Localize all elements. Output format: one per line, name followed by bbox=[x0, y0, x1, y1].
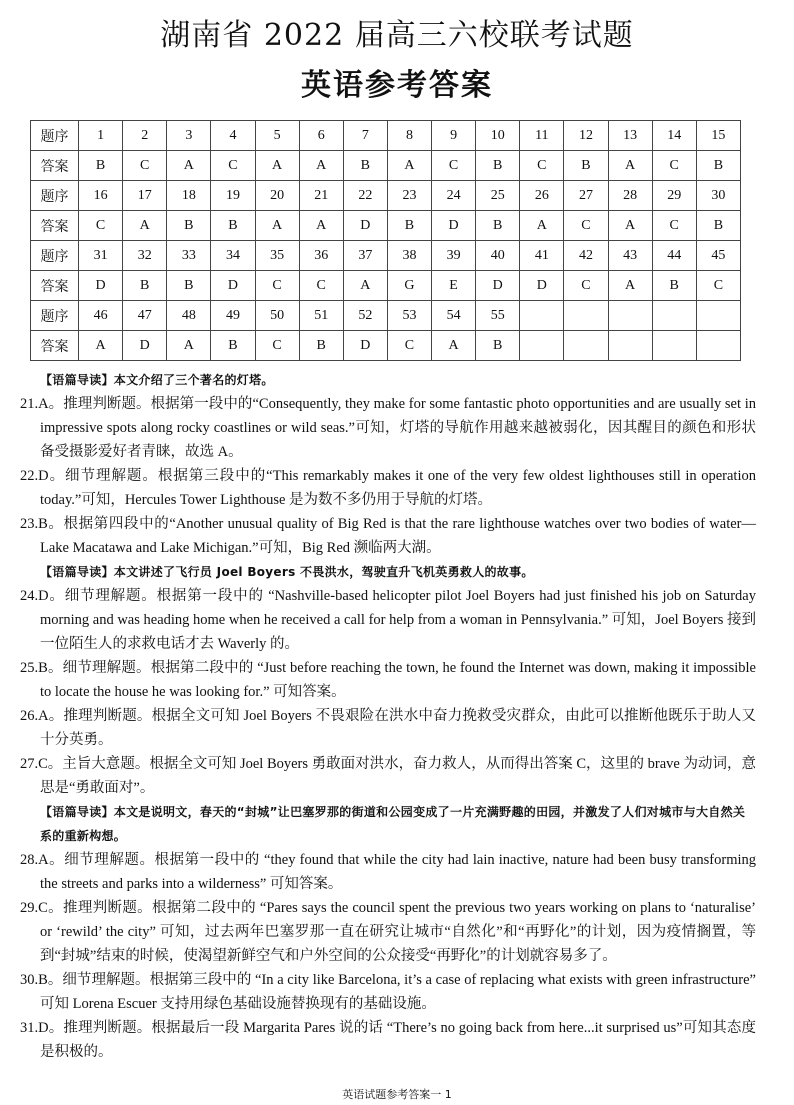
question-number-cell: 25 bbox=[476, 181, 520, 211]
answer-explanation bbox=[20, 896, 756, 968]
answer-cell: C bbox=[432, 151, 476, 181]
question-number-cell: 51 bbox=[299, 301, 343, 331]
question-number-cell: 18 bbox=[167, 181, 211, 211]
answer-explanation bbox=[20, 392, 756, 464]
answer-cell: C bbox=[211, 151, 255, 181]
explanation-text: 30.B。细节理解题。根据第三段中的 “In a city like Barcelona, it’s a case of replacing what exists with green infrastructure” 可知 Lorena Escuer 支持用绿色基础设施替换现有的基础设施。 bbox=[20, 972, 756, 1012]
answer-cell: C bbox=[255, 271, 299, 301]
question-number-cell: 42 bbox=[564, 241, 608, 271]
answer-cell: B bbox=[476, 151, 520, 181]
question-number-cell: 44 bbox=[652, 241, 696, 271]
question-number-cell: 2 bbox=[123, 121, 167, 151]
explanations-section bbox=[20, 368, 756, 1064]
question-number-cell: 17 bbox=[123, 181, 167, 211]
question-number-cell: 4 bbox=[211, 121, 255, 151]
question-number-cell: 24 bbox=[432, 181, 476, 211]
answer-cell: D bbox=[343, 331, 387, 361]
question-number-cell: 34 bbox=[211, 241, 255, 271]
answer-cell: A bbox=[167, 331, 211, 361]
answer-explanation bbox=[20, 656, 756, 704]
question-number-cell: 27 bbox=[564, 181, 608, 211]
question-label-cell: 题序 bbox=[31, 121, 79, 151]
answer-label-cell: 答案 bbox=[31, 151, 79, 181]
passage-guide: 【语篇导读】本文讲述了飞行员 Joel Boyers 不畏洪水，驾驶直升飞机英勇救人的故事。 bbox=[40, 565, 534, 579]
question-number-cell: 45 bbox=[696, 241, 740, 271]
question-number-cell: 41 bbox=[520, 241, 564, 271]
answer-cell: C bbox=[564, 211, 608, 241]
explanation-text: 28.A。细节理解题。根据第一段中的 “they found that while the city had lain inactive, nature had been busy transforming the streets and parks into a wilderness” 可知答案。 bbox=[20, 852, 756, 892]
answer-cell: A bbox=[520, 211, 564, 241]
explanation-text: 22.D。细节理解题。根据第三段中的“This remarkably makes it one of the very few oldest lighthouses still in operation today.”可知，Hercules Tower Lighthouse 是为数不多仍用于导航的灯塔。 bbox=[20, 468, 756, 508]
explanation-text: 24.D。细节理解题。根据第一段中的 “Nashville-based helicopter pilot Joel Boyers had just finished his job on Saturday morning and was heading home when he received a call for help from a woman in Pennsylvania.” 可知，Joel Boyers 接到一位陌生人的求救电话才去 Waverly 的。 bbox=[20, 588, 756, 652]
question-number-cell: 13 bbox=[608, 121, 652, 151]
answer-cell: D bbox=[432, 211, 476, 241]
answer-explanation bbox=[20, 584, 756, 656]
answer-cell: A bbox=[299, 151, 343, 181]
answer-cell: A bbox=[123, 211, 167, 241]
answer-explanation bbox=[20, 752, 756, 800]
answer-label-cell: 答案 bbox=[31, 211, 79, 241]
explanation-text: 25.B。细节理解题。根据第二段中的 “Just before reaching the town, he found the Internet was down, making it impossible to locate the house he was looking for.” 可知答案。 bbox=[20, 660, 756, 700]
question-number-cell: 30 bbox=[696, 181, 740, 211]
explanation-text: 26.A。推理判断题。根据全文可知 Joel Boyers 不畏艰险在洪水中奋力挽救受灾群众，由此可以推断他既乐于助人又十分英勇。 bbox=[20, 708, 756, 748]
answer-cell: A bbox=[432, 331, 476, 361]
question-number-cell: 54 bbox=[432, 301, 476, 331]
answer-cell: C bbox=[123, 151, 167, 181]
answer-cell: B bbox=[343, 151, 387, 181]
question-number-cell: 35 bbox=[255, 241, 299, 271]
question-number-cell: 50 bbox=[255, 301, 299, 331]
question-number-cell: 26 bbox=[520, 181, 564, 211]
answer-cell: C bbox=[652, 211, 696, 241]
answer-cell: B bbox=[696, 211, 740, 241]
answer-cell: C bbox=[255, 331, 299, 361]
explanation-text: 29.C。推理判断题。根据第二段中的 “Pares says the council spent the previous two years working on plans to ‘naturalise’ or ‘rewild’ the city” 可知，过去两年巴塞罗那一直在研究让城市“自然化”和“再野化”的计划，因为疫情搁置，等到“封城”结束的时候，使渴望新鲜空气和户外空间的公众接受“再野化”的计划就容易多了。 bbox=[20, 900, 756, 964]
question-number-cell: 52 bbox=[343, 301, 387, 331]
answer-cell: A bbox=[167, 151, 211, 181]
question-number-cell: 22 bbox=[343, 181, 387, 211]
answer-cell: D bbox=[123, 331, 167, 361]
answer-row bbox=[31, 211, 741, 241]
question-number-cell bbox=[652, 301, 696, 331]
answer-explanation bbox=[20, 968, 756, 1016]
answer-cell: A bbox=[387, 151, 431, 181]
question-number-cell: 6 bbox=[299, 121, 343, 151]
answer-cell: B bbox=[476, 211, 520, 241]
answer-table bbox=[30, 120, 741, 361]
answer-cell: B bbox=[476, 331, 520, 361]
explanation-text: 31.D。推理判断题。根据最后一段 Margarita Pares 说的话 “There’s no going back from here...it surprised us”可知其态度是积极的。 bbox=[20, 1020, 756, 1060]
answer-cell bbox=[564, 331, 608, 361]
question-number-cell: 48 bbox=[167, 301, 211, 331]
question-number-cell: 36 bbox=[299, 241, 343, 271]
page-footer: 英语试题参考答案一 1 bbox=[342, 1088, 452, 1101]
question-number-cell: 32 bbox=[123, 241, 167, 271]
answer-cell bbox=[696, 331, 740, 361]
question-number-cell: 7 bbox=[343, 121, 387, 151]
answer-cell: C bbox=[564, 271, 608, 301]
answer-cell: D bbox=[476, 271, 520, 301]
question-number-cell: 47 bbox=[123, 301, 167, 331]
question-number-cell: 11 bbox=[520, 121, 564, 151]
question-number-cell: 14 bbox=[652, 121, 696, 151]
answer-cell: D bbox=[79, 271, 123, 301]
question-number-row bbox=[31, 241, 741, 271]
question-number-cell: 16 bbox=[79, 181, 123, 211]
answer-cell: B bbox=[564, 151, 608, 181]
answer-cell: A bbox=[608, 151, 652, 181]
question-number-cell: 9 bbox=[432, 121, 476, 151]
explanation-text: 23.B。根据第四段中的“Another unusual quality of Big Red is that the rare lighthouse watches over two bodies of water—Lake Macatawa and Lake Michigan.”可知，Big Red 濒临两大湖。 bbox=[20, 516, 756, 556]
answer-cell bbox=[608, 331, 652, 361]
answer-cell: C bbox=[387, 331, 431, 361]
answer-cell: A bbox=[608, 271, 652, 301]
answer-cell: G bbox=[387, 271, 431, 301]
question-number-cell: 49 bbox=[211, 301, 255, 331]
question-number-row bbox=[31, 181, 741, 211]
answer-cell: B bbox=[211, 331, 255, 361]
answer-cell: C bbox=[79, 211, 123, 241]
answer-label-cell: 答案 bbox=[31, 271, 79, 301]
answer-cell: D bbox=[520, 271, 564, 301]
answer-cell: B bbox=[696, 151, 740, 181]
answer-explanation bbox=[20, 848, 756, 896]
answer-cell bbox=[520, 331, 564, 361]
question-number-cell: 20 bbox=[255, 181, 299, 211]
answer-cell: C bbox=[696, 271, 740, 301]
question-number-cell: 21 bbox=[299, 181, 343, 211]
answer-cell: B bbox=[652, 271, 696, 301]
question-number-cell bbox=[608, 301, 652, 331]
passage-guide: 【语篇导读】本文介绍了三个著名的灯塔。 bbox=[40, 373, 274, 387]
answer-cell: C bbox=[520, 151, 564, 181]
question-number-cell: 3 bbox=[167, 121, 211, 151]
answer-explanation bbox=[20, 1016, 756, 1064]
answer-row bbox=[31, 271, 741, 301]
question-number-cell: 10 bbox=[476, 121, 520, 151]
answer-explanation bbox=[20, 464, 756, 512]
answer-cell: D bbox=[211, 271, 255, 301]
answer-cell: A bbox=[608, 211, 652, 241]
answer-label-cell: 答案 bbox=[31, 331, 79, 361]
question-number-cell: 23 bbox=[387, 181, 431, 211]
answer-cell: C bbox=[652, 151, 696, 181]
question-label-cell: 题序 bbox=[31, 181, 79, 211]
question-number-cell: 1 bbox=[79, 121, 123, 151]
question-number-cell: 5 bbox=[255, 121, 299, 151]
answer-cell: B bbox=[211, 211, 255, 241]
answer-cell: B bbox=[167, 211, 211, 241]
answer-cell: B bbox=[299, 331, 343, 361]
answer-row bbox=[31, 331, 741, 361]
explanation-text: 27.C。主旨大意题。根据全文可知 Joel Boyers 勇敢面对洪水，奋力救人，从而得出答案 C，这里的 brave 为动词，意思是“勇敢面对”。 bbox=[20, 756, 756, 796]
answer-cell: B bbox=[123, 271, 167, 301]
question-number-cell: 40 bbox=[476, 241, 520, 271]
answer-cell: E bbox=[432, 271, 476, 301]
question-number-cell bbox=[520, 301, 564, 331]
answer-cell: A bbox=[343, 271, 387, 301]
answer-explanation bbox=[20, 704, 756, 752]
passage-guide: 【语篇导读】本文是说明文，春天的“封城”让巴塞罗那的街道和公园变成了一片充满野趣的田园，并激发了人们对城市与大自然关系的重新构想。 bbox=[40, 805, 746, 843]
question-number-cell: 39 bbox=[432, 241, 476, 271]
answer-cell: B bbox=[79, 151, 123, 181]
answer-cell: A bbox=[255, 151, 299, 181]
question-number-cell: 8 bbox=[387, 121, 431, 151]
question-number-cell bbox=[564, 301, 608, 331]
question-number-cell: 29 bbox=[652, 181, 696, 211]
answer-row bbox=[31, 151, 741, 181]
question-number-cell: 53 bbox=[387, 301, 431, 331]
question-number-cell bbox=[696, 301, 740, 331]
question-number-row bbox=[31, 121, 741, 151]
question-label-cell: 题序 bbox=[31, 301, 79, 331]
explanation-text: 21.A。推理判断题。根据第一段中的“Consequently, they make for some fantastic photo opportunities and are usually set in impressive spots along rocky coastlines or wild seas.”可知，灯塔的导航作用越来越被弱化，因其醒目的颜色和形状备受摄影爱好者青睐，故选 A。 bbox=[20, 396, 756, 460]
question-number-cell: 31 bbox=[79, 241, 123, 271]
document-subtitle: 英语参考答案 bbox=[301, 68, 493, 103]
question-number-cell: 38 bbox=[387, 241, 431, 271]
answer-cell: C bbox=[299, 271, 343, 301]
answer-cell: A bbox=[255, 211, 299, 241]
answer-explanation bbox=[20, 512, 756, 560]
question-number-cell: 43 bbox=[608, 241, 652, 271]
question-label-cell: 题序 bbox=[31, 241, 79, 271]
answer-cell: A bbox=[299, 211, 343, 241]
question-number-cell: 12 bbox=[564, 121, 608, 151]
answer-cell bbox=[652, 331, 696, 361]
answer-cell: B bbox=[387, 211, 431, 241]
answer-cell: D bbox=[343, 211, 387, 241]
question-number-cell: 15 bbox=[696, 121, 740, 151]
question-number-cell: 28 bbox=[608, 181, 652, 211]
question-number-row bbox=[31, 301, 741, 331]
question-number-cell: 55 bbox=[476, 301, 520, 331]
answer-cell: A bbox=[79, 331, 123, 361]
answer-cell: B bbox=[167, 271, 211, 301]
question-number-cell: 19 bbox=[211, 181, 255, 211]
question-number-cell: 46 bbox=[79, 301, 123, 331]
question-number-cell: 37 bbox=[343, 241, 387, 271]
question-number-cell: 33 bbox=[167, 241, 211, 271]
document-title: 湖南省 2022 届高三六校联考试题 bbox=[160, 18, 634, 53]
